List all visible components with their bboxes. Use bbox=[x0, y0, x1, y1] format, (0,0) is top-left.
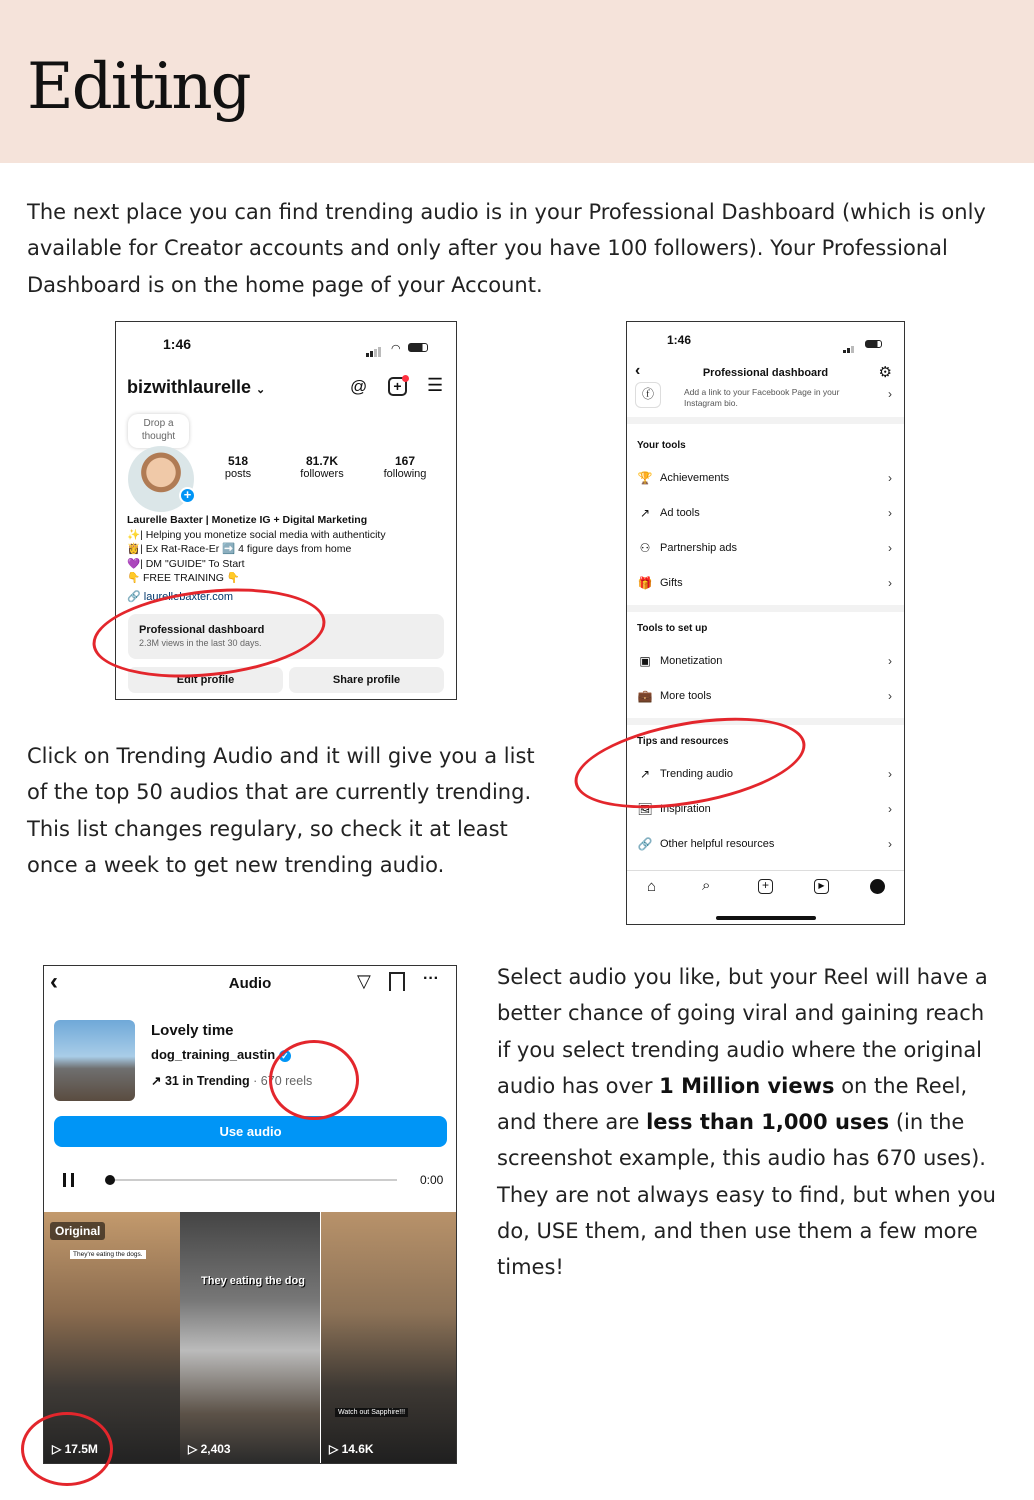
trend-icon: ↗ bbox=[639, 506, 651, 520]
more-tools-item[interactable]: 💼 More tools bbox=[637, 689, 712, 703]
view-count: ▷ 17.5M bbox=[52, 1442, 98, 1456]
song-title: Lovely time bbox=[151, 1022, 234, 1039]
audio-screenshot bbox=[43, 965, 457, 1464]
reel-thumbnail[interactable] bbox=[321, 1212, 457, 1464]
monetization-item[interactable]: ▣ Monetization bbox=[637, 651, 894, 671]
following-stat[interactable]: 167 following bbox=[383, 454, 427, 480]
bio-line: 👇 FREE TRAINING 👇 bbox=[127, 572, 240, 584]
ad-tools-item[interactable]: ↗ Ad tools bbox=[637, 503, 894, 523]
dashboard-screenshot bbox=[626, 321, 905, 925]
briefcase-icon: 💼 bbox=[637, 689, 653, 703]
inspiration-item[interactable]: 🖼 Inspiration bbox=[637, 802, 711, 816]
progress-thumb[interactable] bbox=[105, 1175, 115, 1185]
status-icons bbox=[843, 335, 882, 353]
battery-icon bbox=[408, 343, 428, 352]
chevron-right-icon: › bbox=[888, 471, 892, 485]
chevron-right-icon: › bbox=[888, 576, 892, 590]
bookmark-icon[interactable] bbox=[389, 972, 405, 991]
money-icon: ▣ bbox=[639, 654, 651, 668]
back-icon[interactable]: ‹ bbox=[635, 362, 641, 379]
audio-time: 0:00 bbox=[420, 1173, 444, 1187]
progress-track[interactable] bbox=[109, 1179, 397, 1181]
status-icons bbox=[366, 339, 428, 357]
chevron-right-icon: › bbox=[888, 802, 892, 816]
facebook-link-text[interactable]: Add a link to your Facebook Page in your Instagram bio. bbox=[684, 387, 840, 408]
home-icon[interactable]: ⌂ bbox=[647, 878, 657, 895]
bio-line: 💜| DM "GUIDE" To Start bbox=[127, 557, 245, 570]
wifi-icon: ◠ bbox=[390, 343, 401, 355]
view-count: ▷ 14.6K bbox=[329, 1442, 374, 1456]
trending-audio-item[interactable]: ↗ Trending audio bbox=[637, 764, 894, 784]
annotation-circle bbox=[21, 1412, 113, 1486]
screen-title: Audio bbox=[228, 975, 272, 992]
settings-icon[interactable]: ⚙ bbox=[878, 364, 892, 381]
artist-name[interactable]: dog_training_austin ✓ bbox=[151, 1047, 291, 1062]
reels-count: · 670 reels bbox=[253, 1074, 313, 1088]
edit-profile-button[interactable]: Edit profile bbox=[128, 667, 283, 693]
profile-username[interactable]: bizwithlaurelle ⌄ bbox=[127, 377, 266, 397]
bio-line: ✨| Helping you monetize social media with authenticity bbox=[127, 528, 386, 541]
chevron-right-icon: › bbox=[888, 837, 892, 851]
chevron-right-icon: › bbox=[888, 654, 892, 668]
search-icon[interactable]: ⌕ bbox=[702, 877, 711, 894]
threads-icon[interactable]: @ bbox=[350, 377, 368, 396]
bio-link[interactable]: 🔗 laurellebaxter.com bbox=[127, 591, 234, 603]
create-icon[interactable]: + bbox=[388, 377, 407, 396]
pause-icon[interactable] bbox=[63, 1173, 74, 1187]
create-icon[interactable]: + bbox=[758, 879, 773, 894]
trophy-icon: 🏆 bbox=[637, 471, 653, 485]
screen-title: Professional dashboard bbox=[702, 367, 829, 379]
reel-caption: They eating the dog bbox=[201, 1275, 305, 1287]
trend-icon: ↗ bbox=[639, 767, 651, 781]
original-badge: Original bbox=[50, 1222, 105, 1240]
back-icon[interactable]: ‹ bbox=[50, 968, 58, 995]
middle-paragraph: Click on Trending Audio and it will give you a list of the top 50 audios that are currently trending. This list changes regulary, so check it at least once a week to get new trending audio. bbox=[27, 744, 535, 877]
other-resources-item[interactable]: 🔗 Other helpful resources bbox=[637, 837, 775, 851]
intro-paragraph: The next place you can find trending audio is in your Professional Dashboard (which is only available for Creator accounts and only after you have 100 followers). Your Professional Dashboard is on the home page of your Account. bbox=[27, 200, 986, 297]
link-icon: 🔗 bbox=[127, 591, 141, 603]
add-story-icon[interactable]: + bbox=[179, 487, 196, 504]
gift-icon: 🎁 bbox=[637, 576, 653, 590]
status-time: 1:46 bbox=[667, 333, 692, 347]
reels-icon[interactable]: ▶ bbox=[814, 879, 829, 894]
profile-icon[interactable] bbox=[870, 879, 885, 894]
bio-name: Laurelle Baxter | Monetize IG + Digital Marketing bbox=[127, 514, 368, 526]
facebook-icon: ⓕ bbox=[635, 382, 661, 408]
send-icon[interactable]: ▽ bbox=[357, 971, 371, 991]
followers-stat[interactable]: 81.7K followers bbox=[300, 454, 344, 480]
annotation-circle bbox=[269, 1040, 359, 1120]
verified-icon: ✓ bbox=[279, 1050, 291, 1062]
menu-icon[interactable]: ☰ bbox=[427, 375, 444, 395]
reel-thumbnail[interactable] bbox=[180, 1212, 320, 1464]
chevron-right-icon: › bbox=[888, 689, 892, 703]
achievements-item[interactable]: 🏆 Achievements bbox=[637, 471, 730, 485]
reel-caption: Watch out Sapphire!!! bbox=[335, 1408, 408, 1417]
chevron-right-icon: › bbox=[888, 767, 892, 781]
chevron-right-icon: › bbox=[888, 506, 892, 520]
section-heading: Tips and resources bbox=[637, 736, 729, 747]
partner-icon: ⚇ bbox=[639, 541, 651, 555]
section-heading: Tools to set up bbox=[637, 623, 708, 634]
divider bbox=[627, 870, 904, 871]
status-time: 1:46 bbox=[163, 336, 192, 352]
use-audio-button[interactable]: Use audio bbox=[54, 1116, 447, 1147]
note-bubble[interactable]: Drop a thought bbox=[128, 414, 189, 448]
more-icon[interactable]: ··· bbox=[423, 970, 439, 987]
share-profile-button[interactable]: Share profile bbox=[289, 667, 444, 693]
section-heading: Your tools bbox=[637, 440, 686, 451]
page-title: Editing bbox=[27, 50, 250, 124]
image-icon: 🖼 bbox=[637, 802, 653, 816]
chevron-right-icon: › bbox=[888, 541, 892, 555]
bio-line: 👸| Ex Rat-Race-Er ➡️ 4 figure days from home bbox=[127, 543, 352, 555]
page-header bbox=[0, 0, 1034, 163]
view-count: ▷ 2,403 bbox=[188, 1442, 231, 1456]
reel-caption: They're eating the dogs. bbox=[70, 1250, 146, 1259]
divider bbox=[627, 417, 904, 424]
partnership-ads-item[interactable]: ⚇ Partnership ads bbox=[637, 538, 894, 558]
divider bbox=[627, 605, 904, 612]
battery-icon bbox=[865, 340, 882, 348]
bio bbox=[127, 513, 452, 586]
bottom-paragraph: Select audio you like, but your Reel will have a better chance of going viral and gaining reach if you select trending audio where the original audio has over 1 Million views on the Reel, and there are less than 1,000 uses (in the screenshot example, this audio has 670 uses). They are not always easy to find, but when you do, USE them, and then use them a few more times! bbox=[497, 965, 996, 1280]
gifts-item[interactable]: 🎁 Gifts bbox=[637, 576, 683, 590]
audio-cover bbox=[54, 1020, 135, 1101]
trending-rank: ↗ 31 in Trending bbox=[151, 1074, 250, 1088]
link-icon: 🔗 bbox=[637, 837, 653, 851]
home-indicator bbox=[716, 916, 816, 920]
chevron-right-icon: › bbox=[888, 387, 892, 401]
posts-stat[interactable]: 518 posts bbox=[224, 454, 252, 480]
professional-dashboard-card[interactable]: Professional dashboard 2.3M views in the last 30 days. bbox=[128, 614, 444, 659]
